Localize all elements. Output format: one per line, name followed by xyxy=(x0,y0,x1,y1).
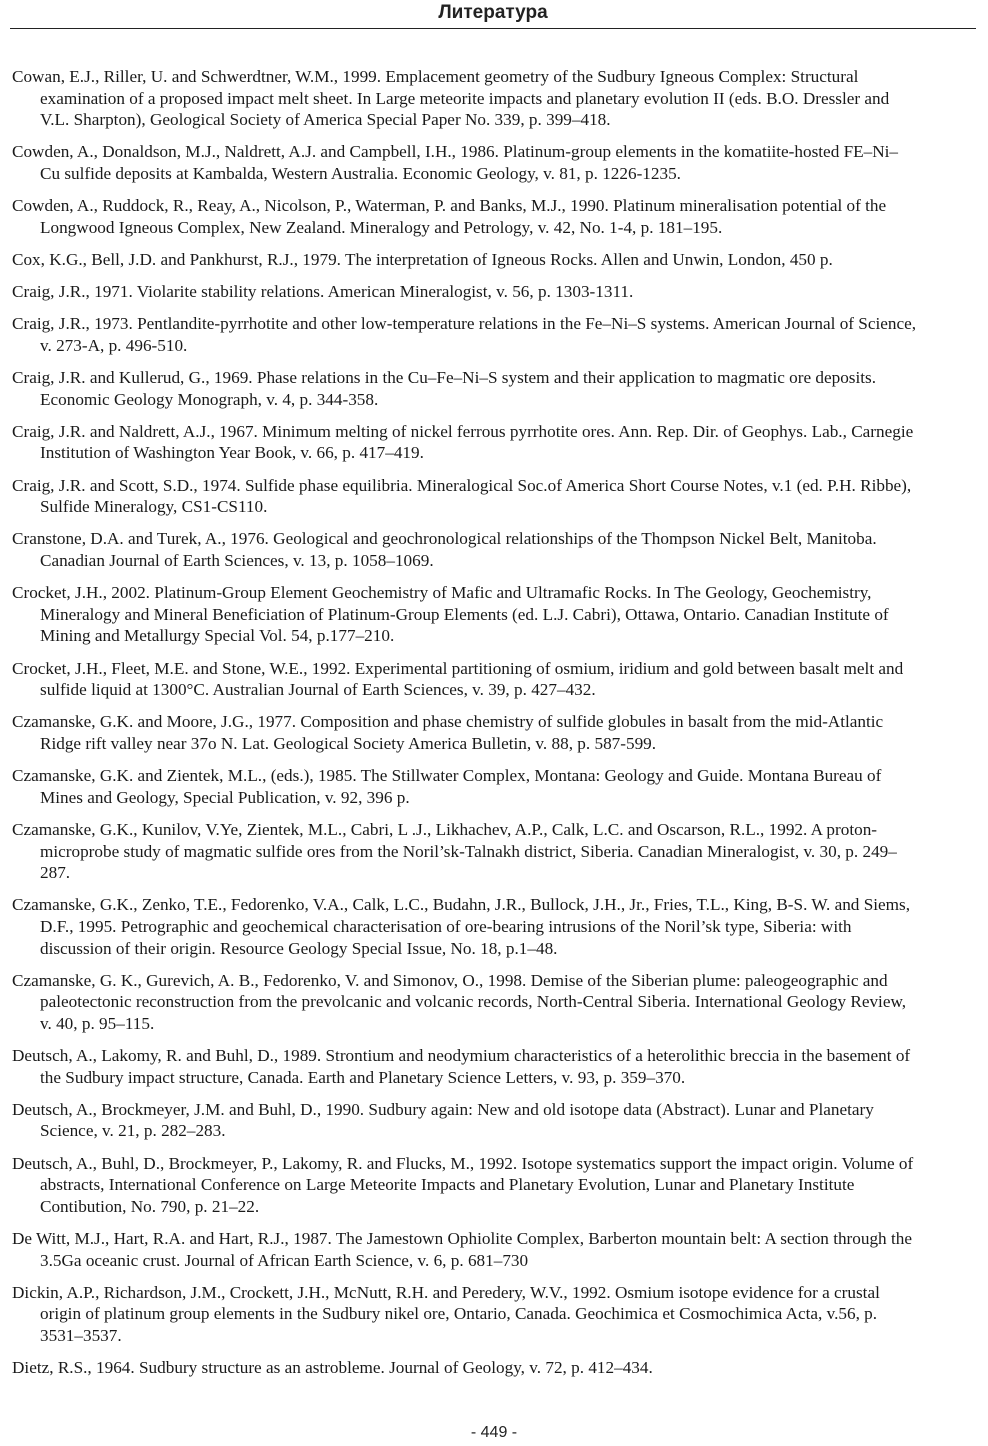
reference-entry: Craig, J.R. and Naldrett, A.J., 1967. Minimum melting of nickel ferrous pyrrhotite ores. Ann. Rep. Dir. of Geophys. Lab., Carnegie Institution of Washington Year Book, v. 66, p. 417–419. xyxy=(12,421,914,463)
reference-list xyxy=(12,66,918,1389)
reference-entry: Czamanske, G.K. and Moore, J.G., 1977. Composition and phase chemistry of sulfide globules in basalt from the mid-Atlantic Ridge rift valley near 37o N. Lat. Geological Society America Bulletin, v. 88, p. 587-599. xyxy=(12,712,884,753)
reference-entry: Craig, J.R. and Scott, S.D., 1974. Sulfide phase equilibria. Mineralogical Soc.of America Short Course Notes, v.1 (ed. P.H. Ribbe), Sulfide Mineralogy, CS1-CS110. xyxy=(12,475,912,517)
page-header xyxy=(10,0,976,29)
reference-entry: Crocket, J.H., 2002. Platinum-Group Element Geochemistry of Mafic and Ultramafic Rocks. In The Geology, Geochemistry, Mineralogy and Mineral Beneficiation of Platinum-Group Elements (ed. L.J. Cabri), Ottawa, Ontario. Canadian Institute of Mining and Metallurgy Special Vol. 54, p.177–210. xyxy=(12,583,889,646)
reference-entry: Cowden, A., Ruddock, R., Reay, A., Nicolson, P., Waterman, P. and Banks, M.J., 1990. Platinum mineralisation potential of the Longwood Igneous Complex, New Zealand. Mineralogy and Petrology, v. 42, No. 1-4, p. 181–195. xyxy=(12,196,887,237)
reference-entry: Czamanske, G. K., Gurevich, A. B., Fedorenko, V. and Simonov, O., 1998. Demise of the Siberian plume: paleogeographic and paleotectonic reconstruction from the prevolcanic and volcanic records, North-Central Siberia. International Geology Review, v. 40, p. 95–115. xyxy=(12,970,907,1033)
reference-entry: Deutsch, A., Brockmeyer, J.M. and Buhl, D., 1990. Sudbury again: New and old isotope data (Abstract). Lunar and Planetary Science, v. 21, p. 282–283. xyxy=(12,1099,874,1141)
reference-entry: Craig, J.R., 1971. Violarite stability relations. American Mineralogist, v. 56, p. 1303-1311. xyxy=(12,282,634,302)
reference-entry: Dietz, R.S., 1964. Sudbury structure as an astrobleme. Journal of Geology, v. 72, p. 412–434. xyxy=(12,1358,653,1378)
reference-entry: Cranstone, D.A. and Turek, A., 1976. Geological and geochronological relationships of the Thompson Nickel Belt, Manitoba. Canadian Journal of Earth Sciences, v. 13, p. 1058–1069. xyxy=(12,529,877,571)
reference-entry: Cowden, A., Donaldson, M.J., Naldrett, A.J. and Campbell, I.H., 1986. Platinum-group elements in the komatiite-hosted FE–Ni–Cu sulfide deposits at Kambalda, Western Australia. Economic Geology, v. 81, p. 1226-1235. xyxy=(12,142,899,183)
reference-entry: Craig, J.R., 1973. Pentlandite-pyrrhotite and other low-temperature relations in the Fe–Ni–S systems. American Journal of Science, v. 273-A, p. 496-510. xyxy=(12,314,917,355)
reference-entry: Czamanske, G.K., Zenko, T.E., Fedorenko, V.A., Calk, L.C., Budahn, J.R., Bullock, J.H., Jr., Fries, T.L., King, B-S. W. and Siems, D.F., 1995. Petrographic and geochemical characterisation of ore-bearing intrusions of the Noril’sk type, Siberia: with discussion of their origin. Resource Geology Special Issue, No. 18, p.1–48. xyxy=(12,895,911,958)
reference-entry: Crocket, J.H., Fleet, M.E. and Stone, W.E., 1992. Experimental partitioning of osmium, iridium and gold between basalt melt and sulfide liquid at 1300°C. Australian Journal of Earth Sciences, v. 39, p. 427–432. xyxy=(12,658,904,700)
section-title: Литература xyxy=(438,2,548,23)
reference-entry: Czamanske, G.K. and Zientek, M.L., (eds.), 1985. The Stillwater Complex, Montana: Geology and Guide. Montana Bureau of Mines and Geology, Special Publication, v. 92, 396 p. xyxy=(12,766,882,807)
page-number: - 449 - xyxy=(470,1424,518,1441)
reference-entry: Cox, K.G., Bell, J.D. and Pankhurst, R.J., 1979. The interpretation of Igneous Rocks. Allen and Unwin, London, 450 p. xyxy=(12,249,833,269)
reference-entry: Deutsch, A., Buhl, D., Brockmeyer, P., Lakomy, R. and Flucks, M., 1992. Isotope systematics support the impact origin. Volume of abstracts, International Conference on Large Meteorite Impacts and Planetary Evolution, Lunar and Planetary Institute Contibution, No. 790, p. 21–22. xyxy=(12,1153,914,1216)
reference-entry: Craig, J.R. and Kullerud, G., 1969. Phase relations in the Cu–Fe–Ni–S system and their application to magmatic ore deposits. Economic Geology Monograph, v. 4, p. 344-358. xyxy=(12,368,877,409)
reference-entry: Dickin, A.P., Richardson, J.M., Crockett, J.H., McNutt, R.H. and Peredery, W.V., 1992. Osmium isotope evidence for a crustal origin of platinum group elements in the Sudbury nikel ore, Ontario, Canada. Geochimica et Cosmochimica Acta, v.56, p. 3531–3537. xyxy=(12,1282,880,1345)
reference-entry: De Witt, M.J., Hart, R.A. and Hart, R.J., 1987. The Jamestown Ophiolite Complex, Barberton mountain belt: A section through the 3.5Ga oceanic crust. Journal of African Earth Science, v. 6, p. 681–730 xyxy=(12,1229,912,1270)
reference-entry: Cowan, E.J., Riller, U. and Schwerdtner, W.M., 1999. Emplacement geometry of the Sudbury Igneous Complex: Structural examination of a proposed impact melt sheet. In Large meteorite impacts and planetary evolution II (eds. B.O. Dressler and V.L. Sharpton), Geological Society of America Special Paper No. 339, p. 399–418. xyxy=(12,67,890,130)
reference-entry: Deutsch, A., Lakomy, R. and Buhl, D., 1989. Strontium and neodymium characteristics of a heterolithic breccia in the basement of the Sudbury impact structure, Canada. Earth and Planetary Science Letters, v. 93, p. 359–370. xyxy=(12,1046,911,1087)
reference-entry: Czamanske, G.K., Kunilov, V.Ye, Zientek, M.L., Cabri, L .J., Likhachev, A.P., Calk, L.C. and Oscarson, R.L., 1992. A proton-microprobe study of magmatic sulfide ores from the Noril’sk-Talnakh district, Siberia. Canadian Mineralogist, v. 30, p. 249–287. xyxy=(12,819,897,883)
